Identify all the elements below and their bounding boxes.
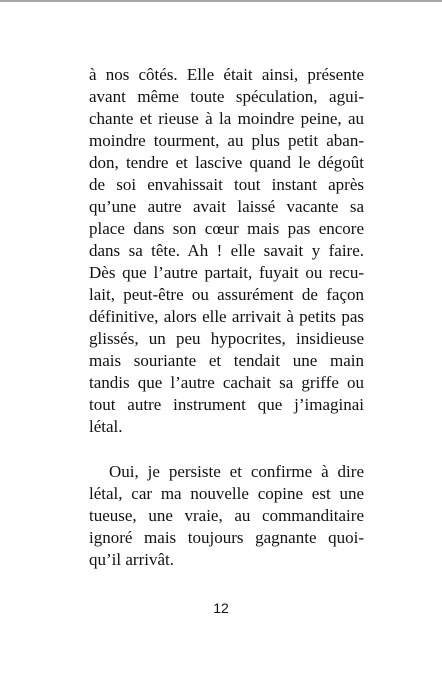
text-line: moindre tourment, au plus petit aban- <box>89 131 364 150</box>
text-line: avant même toute spéculation, agui- <box>89 87 364 106</box>
top-border-rule <box>0 0 442 2</box>
paragraph-1 <box>89 64 364 438</box>
text-line: tueuse, une vraie, au commanditaire <box>89 506 364 525</box>
text-line: place dans son cœur mais pas encore <box>89 219 364 238</box>
page-number: 12 <box>213 600 229 616</box>
text-line: dans sa tête. Ah ! elle savait y faire. <box>89 241 364 260</box>
text-line: ignoré mais toujours gagnante quoi- <box>89 528 364 547</box>
text-line: tandis que l’autre cachait sa griffe ou <box>89 373 364 392</box>
text-line: Dès que l’autre partait, fuyait ou recu- <box>89 263 364 282</box>
text-line: de soi envahissait tout instant après <box>89 175 364 194</box>
text-line: Oui, je persiste et confirme à dire <box>109 462 364 481</box>
text-line: à nos côtés. Elle était ainsi, présente <box>89 65 364 84</box>
text-line: tout autre instrument que j’imaginai <box>89 395 364 414</box>
text-line: glissés, un peu hypocrites, insidieuse <box>89 329 364 348</box>
text-line: létal. <box>89 417 123 436</box>
paragraph-2 <box>89 461 364 571</box>
text-line: lait, peut-être ou assurément de façon <box>89 285 364 304</box>
text-line: qu’il arrivât. <box>89 550 174 569</box>
text-line: don, tendre et lascive quand le dégoût <box>89 153 364 172</box>
text-line: mais souriante et tendait une main <box>89 351 364 370</box>
text-line: qu’une autre avait laissé vacante sa <box>89 197 364 216</box>
text-line: chante et rieuse à la moindre peine, au <box>89 109 364 128</box>
text-line: létal, car ma nouvelle copine est une <box>89 484 364 503</box>
text-line: définitive, alors elle arrivait à petits pas <box>89 307 364 326</box>
